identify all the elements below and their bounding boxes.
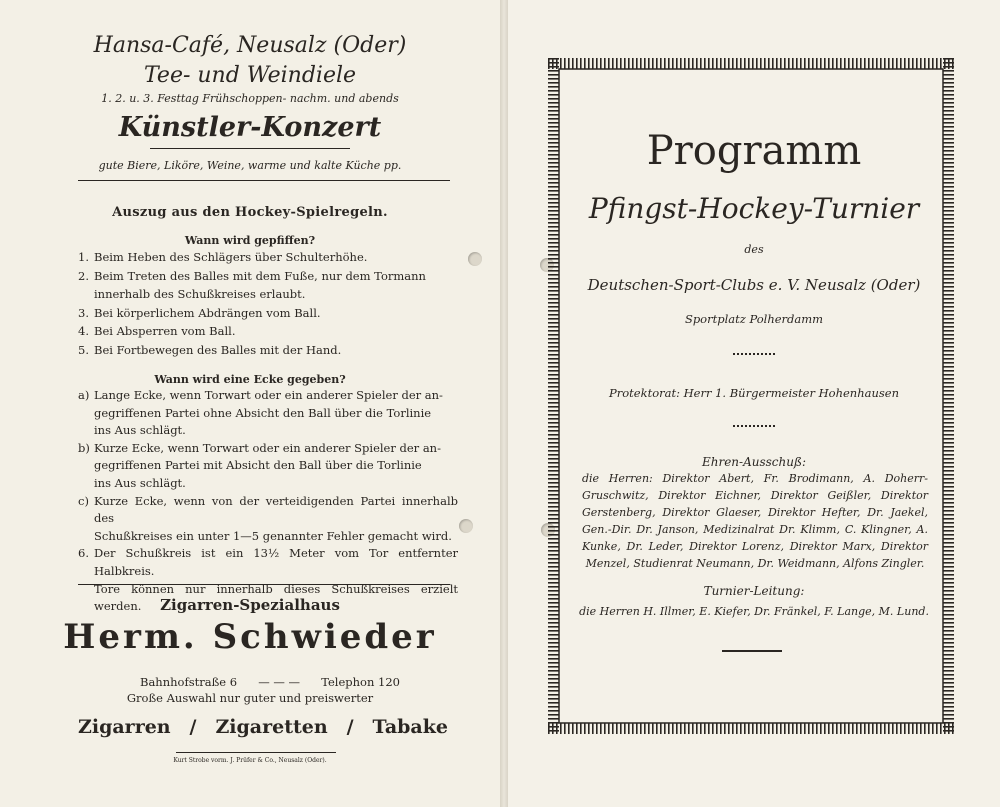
list-item: 3. Bei körperlichem Abdrängen vom Ball. — [78, 305, 321, 320]
honorary-committee-members: die Herren: Direktor Abert, Fr. Brodimann, A. Doherr-Gruschwitz, Direktor Eichner, Direktor Geißler, Direktor Gerstenberg, Direktor Glaeser, Direktor Hefter, Dr. Jaekel, Gen.-Dir. Dr. Janson, Medizinalrat Dr. Klimm, C. Klingner, A. Kunke, Dr. Leder, Direktor Lorenz, Direktor Marx, Direktor Menzel, Studienrat Neumann, Dr. Weidmann, Alfons Zingler. — [582, 472, 928, 570]
divider-top — [78, 180, 450, 181]
corner-heading: Wann wird eine Ecke gegeben? — [154, 373, 346, 386]
product-separator: / — [346, 716, 354, 738]
tournament-management-members: die Herren H. Illmer, E. Kiefer, Dr. Fränkel, F. Lange, M. Lund. — [579, 605, 929, 618]
shop-name: Herm. Schwieder — [63, 617, 437, 657]
tournament-management-heading: Turnier-Leitung: — [703, 584, 805, 598]
shop-heading: Zigarren-Spezialhaus — [160, 596, 340, 614]
patronage: Protektorat: Herr 1. Bürgermeister Hohenhausen — [609, 386, 899, 400]
list-item: gegriffenen Partei ohne Absicht den Ball über die Torlinie — [94, 405, 432, 420]
printer-rule — [176, 752, 336, 753]
list-item: 5. Bei Fortbewegen des Balles mit der Hand. — [78, 342, 342, 357]
shop-address — [140, 675, 400, 689]
list-item: gegriffenen Partei mit Absicht den Ball über die Torlinie — [94, 458, 422, 473]
corner-list — [78, 387, 458, 616]
page-fold — [500, 0, 508, 807]
shop-dashes: — — — — [258, 675, 301, 689]
dotted-separator — [733, 353, 775, 355]
list-item: 4. Bei Absperren vom Ball. — [78, 324, 236, 339]
rules-heading: Auszug aus den Hockey-Spielregeln. — [112, 205, 388, 220]
printer-imprint: Kurt Strobe vorm. J. Prüfer & Co., Neusalz (Oder). — [173, 757, 327, 764]
product-separator: / — [189, 716, 197, 738]
whistle-list — [78, 248, 458, 360]
concert-heading: Künstler-Konzert — [118, 112, 382, 143]
club-name: Deutschen-Sport-Clubs e. V. Neusalz (Oder) — [587, 276, 921, 294]
list-item: 6. Der Schußkreis ist ein 13½ Meter vom Tor entfernter Halbkreis. — [78, 546, 458, 578]
honorary-committee-heading: Ehren-Ausschuß: — [701, 455, 807, 469]
list-item: ins Aus schlägt. — [94, 423, 186, 438]
list-item: c) Kurze Ecke, wenn von der verteidigenden Partei innerhalb des — [78, 493, 458, 526]
shop-phone: Telephon 120 — [321, 675, 400, 689]
list-item: Tore können nur innerhalb dieses Schußkreises erzielt werden. — [94, 581, 458, 614]
closing-rule — [722, 650, 782, 652]
list-item: b) Kurze Ecke, wenn Torwart oder ein anderer Spieler der an- — [78, 440, 441, 455]
list-item: ins Aus schlägt. — [94, 475, 186, 490]
list-item: a) Lange Ecke, wenn Torwart oder ein anderer Spieler der an- — [78, 388, 443, 402]
cafe-subtitle: Tee- und Weindiele — [143, 63, 357, 88]
venue: Sportplatz Polherdamm — [684, 312, 824, 326]
punch-hole-top — [468, 252, 482, 266]
concert-underline — [150, 148, 350, 149]
tournament-title: Pfingst-Hockey-Turnier — [588, 192, 920, 225]
product-cigarettes: Zigaretten — [215, 716, 328, 738]
cafe-hours: 1. 2. u. 3. Festtag Frühschoppen- nachm. und abends — [101, 92, 399, 105]
list-item: innerhalb des Schußkreises erlaubt. — [94, 287, 306, 302]
whistle-heading: Wann wird gepfiffen? — [184, 234, 316, 247]
cafe-offerings: gute Biere, Liköre, Weine, warme und kalte Küche pp. — [98, 159, 402, 172]
program-title: Programm — [646, 128, 862, 174]
shop-street: Bahnhofstraße 6 — [140, 675, 238, 689]
dotted-separator — [733, 425, 775, 427]
shop-selection: Große Auswahl nur guter und preiswerter — [126, 691, 374, 705]
product-cigars: Zigarren — [78, 716, 171, 738]
shop-products — [78, 716, 448, 738]
list-item: Schußkreises ein unter 1—5 genannter Fehler gemacht wird. — [94, 528, 452, 543]
divider-bottom — [78, 584, 450, 585]
list-item: 2. Beim Treten des Balles mit dem Fuße, nur dem Tormann — [78, 268, 426, 283]
punch-hole-bottom — [459, 519, 473, 533]
cafe-name: Hansa-Café, Neusalz (Oder) — [93, 33, 407, 58]
product-tobacco: Tabake — [372, 716, 448, 738]
of-label: des — [744, 243, 764, 256]
list-item: 1. Beim Heben des Schlägers über Schulterhöhe. — [78, 250, 368, 264]
